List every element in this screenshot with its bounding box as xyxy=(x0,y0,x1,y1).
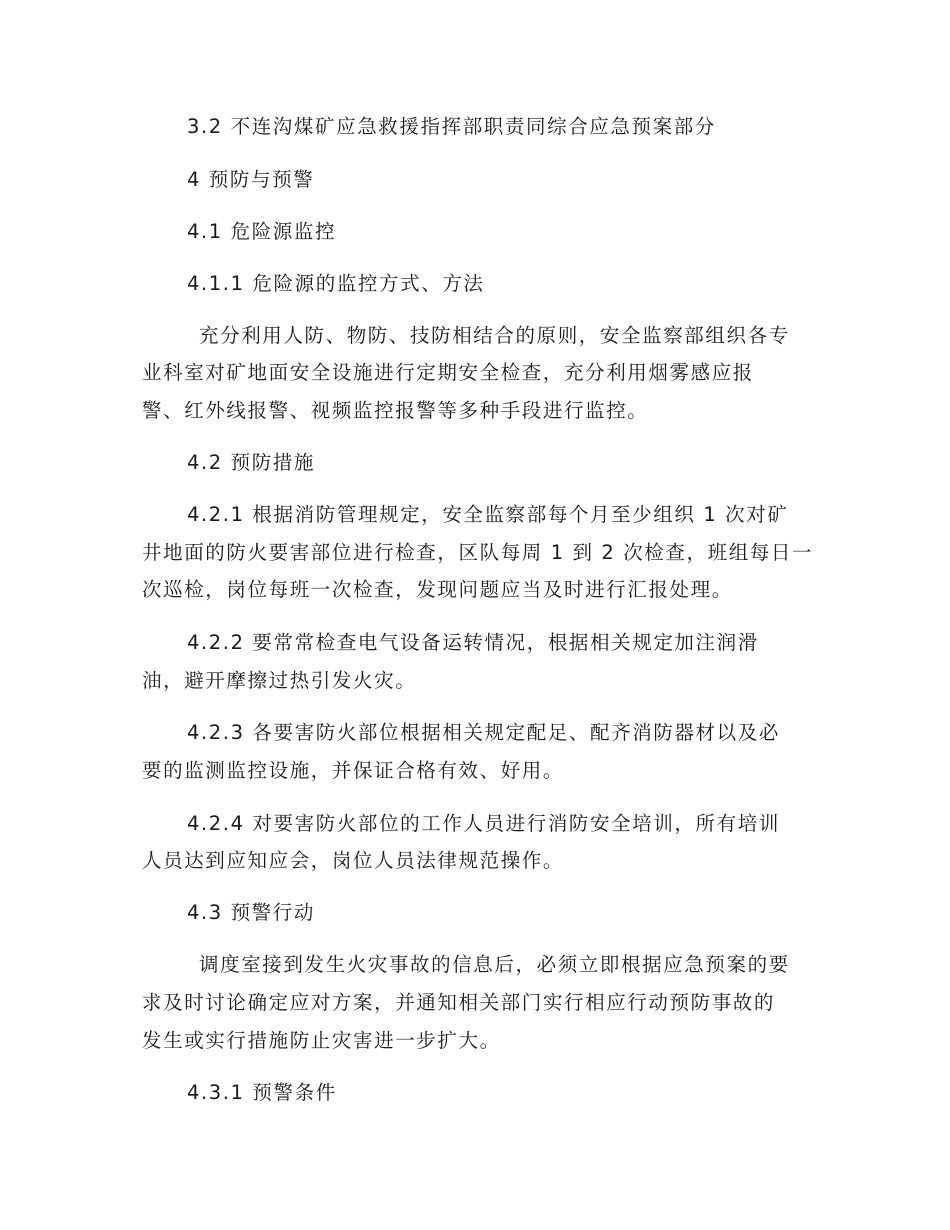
heading-4-3-1: 4.3.1 预警条件 xyxy=(187,1081,337,1104)
paragraph-line: 井地面的防火要害部位进行检查，区队每周 1 到 2 次检查，班组每日一 xyxy=(142,541,814,564)
heading-4-2: 4.2 预防措施 xyxy=(187,451,316,474)
heading-4-3: 4.3 预警行动 xyxy=(187,901,316,924)
paragraph-line: 4.2.3 各要害防火部位根据相关规定配足、配齐消防器材以及必 xyxy=(187,721,780,744)
paragraph-line: 油，避开摩擦过热引发火灾。 xyxy=(142,669,417,692)
heading-3-2: 3.2 不连沟煤矿应急救援指挥部职责同综合应急预案部分 xyxy=(187,115,716,138)
heading-4: 4 预防与预警 xyxy=(187,168,315,191)
paragraph-line: 警、红外线报警、视频监控报警等多种手段进行监控。 xyxy=(142,399,649,422)
paragraph-line: 发生或实行措施防止灾害进一步扩大。 xyxy=(142,1029,501,1052)
paragraph-line: 要的监测监控设施，并保证合格有效、好用。 xyxy=(142,759,565,782)
paragraph-line: 4.2.4 对要害防火部位的工作人员进行消防安全培训，所有培训 xyxy=(187,812,780,835)
paragraph-line: 次巡检，岗位每班一次检查，发现问题应当及时进行汇报处理。 xyxy=(142,578,733,601)
paragraph-line: 4.2.2 要常常检查电气设备运转情况，根据相关规定加注润滑 xyxy=(187,631,759,654)
paragraph-line: 人员达到应知应会，岗位人员法律规范操作。 xyxy=(142,849,565,872)
heading-4-1-1: 4.1.1 危险源的监控方式、方法 xyxy=(187,272,485,295)
paragraph-line: 充分利用人防、物防、技防相结合的原则，安全监察部组织各专 xyxy=(199,324,790,347)
paragraph-line: 业科室对矿地面安全设施进行定期安全检查，充分利用烟雾感应报 xyxy=(142,361,754,384)
paragraph-line: 调度室接到发生火灾事故的信息后，必须立即根据应急预案的要 xyxy=(199,953,790,976)
heading-4-1: 4.1 危险源监控 xyxy=(187,220,337,243)
paragraph-line: 4.2.1 根据消防管理规定，安全监察部每个月至少组织 1 次对矿 xyxy=(187,503,789,526)
paragraph-line: 求及时讨论确定应对方案，并通知相关部门实行相应行动预防事故的 xyxy=(142,991,776,1014)
